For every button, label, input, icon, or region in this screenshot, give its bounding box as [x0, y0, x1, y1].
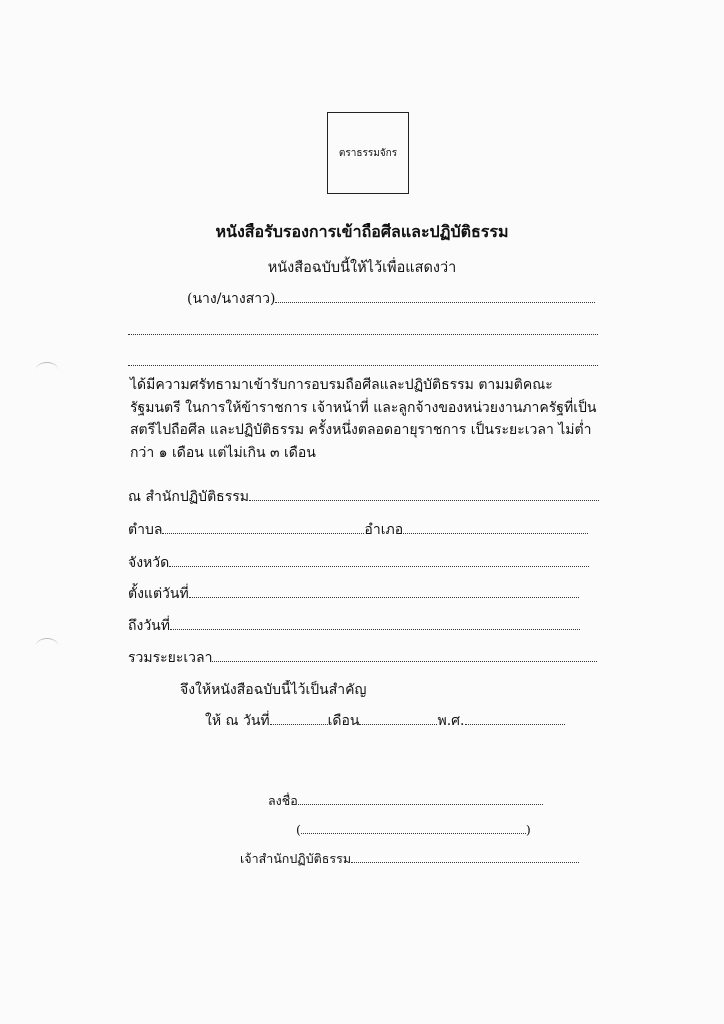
- certify-statement: จึงให้หนังสือฉบับนี้ไว้เป็นสำคัญ: [180, 682, 367, 698]
- given-year-fill-line: [465, 710, 565, 725]
- paren-close: ): [525, 822, 531, 837]
- dharma-wheel-seal-box: [327, 112, 409, 194]
- office-row: [128, 486, 603, 508]
- to-date-row: [128, 615, 603, 637]
- signature-fill-line: [298, 790, 543, 805]
- province-row: [128, 552, 603, 574]
- office-label: ณ สำนักปฏิบัติธรรม: [128, 489, 249, 505]
- name-fill-line-2: [128, 320, 598, 335]
- name-continuation-row: [128, 320, 603, 342]
- seal-label: ตราธรรมจักร: [338, 147, 398, 159]
- document-title: หนังสือรับรองการเข้าถือศีลและปฏิบัติธรรม: [215, 222, 509, 241]
- owner-fill-line: [351, 848, 579, 863]
- given-day-label: ให้ ณ วันที่: [205, 713, 270, 729]
- from-date-row: [128, 583, 603, 605]
- certificate-paragraph: ได้มีความศรัทธามาเข้ารับการอบรมถือศีลและปฏิบัติธรรม ตามมติคณะรัฐมนตรี ในการให้ข้าราชการ เจ้าหน้าที่ และลูกจ้างของหน่วยงานภาครัฐที่เป็นสตรีไปถือศีล และปฏิบัติธรรม ครั้งหนึ่งตลอดอายุราชการ เป็นระยะเวลา ไม่ต่ำกว่า ๑ เดือน แต่ไม่เกิน ๓ เดือน: [130, 377, 597, 461]
- punch-hole-mark: [36, 638, 58, 653]
- given-month-fill-line: [359, 710, 437, 725]
- punch-hole-mark: [36, 362, 58, 377]
- paren-open: (: [296, 822, 301, 837]
- document-subtitle: หนังสือฉบับนี้ให้ไว้เพื่อแสดงว่า: [267, 260, 457, 276]
- name-fill-line-3: [128, 351, 598, 366]
- owner-label: เจ้าสำนักปฏิบัติธรรม: [240, 851, 352, 866]
- given-month-label: เดือน: [327, 713, 360, 729]
- to-date-fill-line: [170, 615, 580, 630]
- district-fill-line: [403, 519, 588, 534]
- from-date-label: ตั้งแต่วันที่: [128, 586, 189, 602]
- name-row: [187, 288, 603, 310]
- duration-label: รวมระยะเวลา: [128, 650, 213, 666]
- signature-label: ลงชื่อ: [268, 793, 298, 808]
- owner-row: [240, 848, 590, 870]
- location-row: [128, 519, 603, 541]
- duration-row: [128, 647, 603, 669]
- given-day-fill-line: [270, 710, 328, 725]
- from-date-fill-line: [189, 583, 579, 598]
- printed-name-fill-line: [301, 819, 526, 834]
- province-label: จังหวัด: [128, 555, 170, 571]
- to-date-label: ถึงวันที่: [128, 618, 170, 634]
- district-label: อำเภอ: [364, 522, 404, 538]
- printed-name-row: [296, 819, 546, 841]
- name-fill-line: [275, 288, 595, 303]
- office-fill-line: [249, 486, 599, 501]
- given-date-row: [205, 710, 585, 732]
- subdistrict-fill-line: [162, 519, 364, 534]
- province-fill-line: [169, 552, 589, 567]
- subdistrict-label: ตำบล: [128, 522, 163, 538]
- name-continuation-row: [128, 351, 603, 373]
- duration-fill-line: [212, 647, 597, 662]
- given-year-label: พ.ศ.: [437, 713, 465, 729]
- name-label: (นาง/นางสาว): [187, 291, 276, 307]
- signature-row: [268, 790, 558, 812]
